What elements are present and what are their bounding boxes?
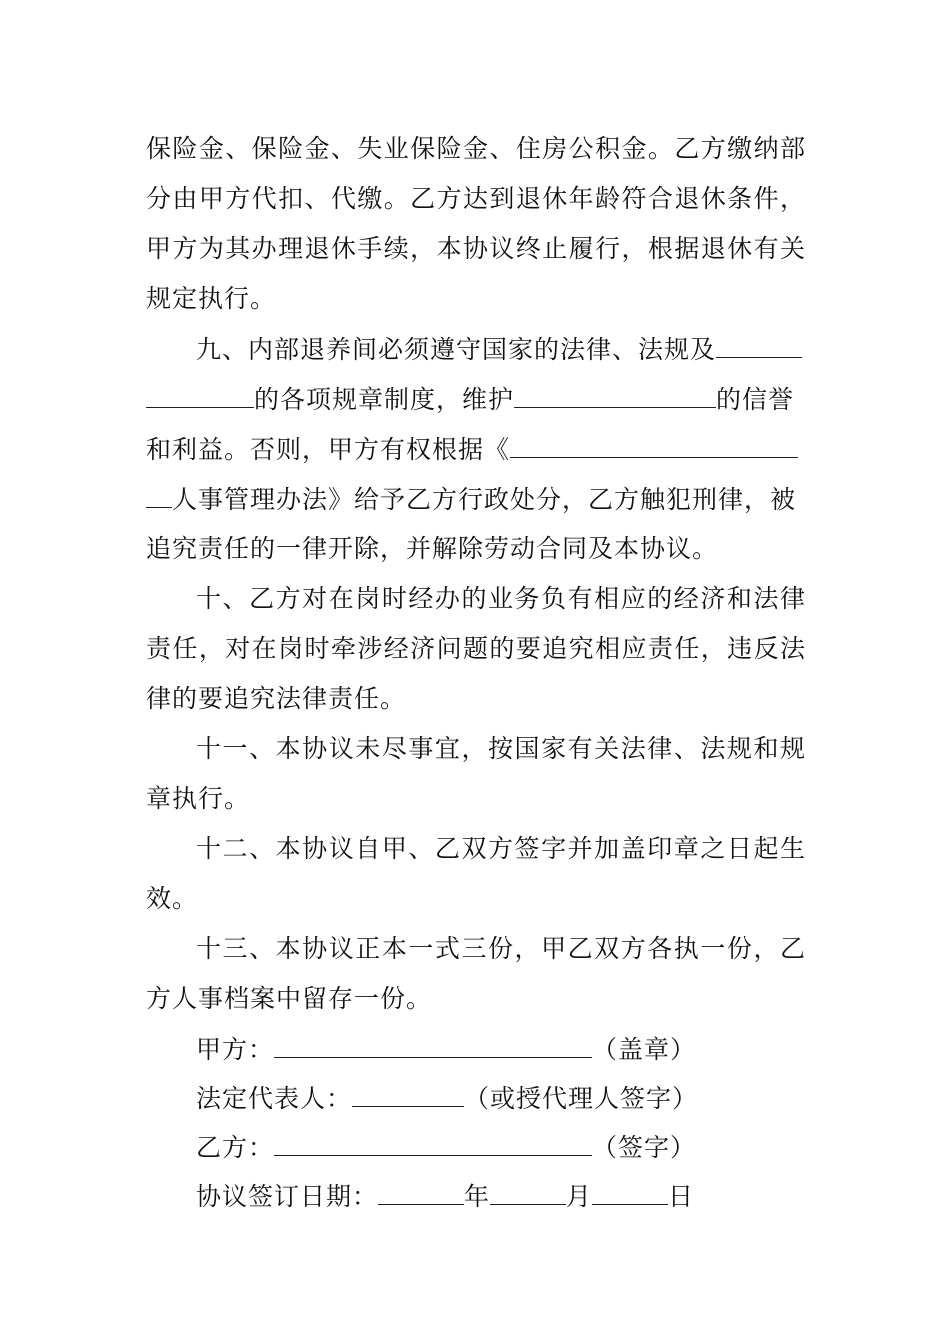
- line-text: 和利益。否则，甲方有权根据《: [146, 435, 511, 464]
- party-b-blank: [274, 1131, 592, 1156]
- party-b-signature-line: [196, 1131, 806, 1164]
- fill-blank: [146, 383, 254, 408]
- paragraph-line: 十二、本协议自甲、乙双方签字并加盖印章之日起生: [196, 834, 806, 863]
- party-a-label: 甲方：: [196, 1035, 275, 1064]
- day-blank: [592, 1180, 668, 1205]
- line-text: 的信誉: [716, 385, 795, 414]
- paragraph-line: [146, 483, 806, 516]
- fill-blank: [514, 383, 716, 408]
- paragraph-line: 保险金、保险金、失业保险金、住房公积金。乙方缴纳部: [146, 134, 806, 163]
- signing-date-line: [196, 1180, 806, 1213]
- paragraph-line: 责任，对在岗时牵涉经济问题的要追究相应责任，违反法: [146, 634, 806, 663]
- legal-rep-blank: [352, 1082, 464, 1107]
- paragraph-line: 分由甲方代扣、代缴。乙方达到退休年龄符合退休条件，: [146, 184, 806, 213]
- paragraph-line: 十三、本协议正本一式三份，甲乙双方各执一份，乙: [196, 934, 806, 963]
- paragraph-line: 方人事档案中留存一份。: [146, 984, 433, 1013]
- paragraph-line: 追究责任的一律开除，并解除劳动合同及本协议。: [146, 534, 719, 563]
- year-label: 年: [464, 1182, 491, 1211]
- paragraph-line: 规定执行。: [146, 284, 277, 313]
- paragraph-line: 效。: [146, 884, 199, 913]
- line-text: 的各项规章制度，维护: [254, 385, 515, 414]
- fill-blank: [716, 333, 802, 358]
- paragraph-line: 十一、本协议未尽事宜，按国家有关法律、法规和规: [196, 734, 806, 763]
- fill-blank: [146, 483, 172, 508]
- day-label: 日: [668, 1182, 695, 1211]
- signing-date-label: 协议签订日期：: [196, 1182, 379, 1211]
- paragraph-line: 律的要追究法律责任。: [146, 684, 407, 713]
- paragraph-line: 章执行。: [146, 784, 251, 813]
- paragraph-line: 甲方为其办理退休手续，本协议终止履行，根据退休有关: [146, 234, 806, 263]
- fill-blank: [510, 433, 798, 458]
- legal-rep-label: 法定代表人：: [196, 1084, 353, 1113]
- legal-rep-signature-line: [196, 1082, 806, 1115]
- paragraph-line: [146, 433, 806, 466]
- year-blank: [378, 1180, 464, 1205]
- paragraph-line: [146, 383, 806, 416]
- paragraph-line: [196, 333, 806, 366]
- clause-nine-text: 九、内部退养间必须遵守国家的法律、法规及: [196, 335, 717, 364]
- party-a-note: （盖章）: [592, 1035, 697, 1064]
- month-label: 月: [566, 1182, 593, 1211]
- party-b-note: （签字）: [592, 1133, 697, 1162]
- party-a-signature-line: [196, 1033, 806, 1066]
- line-text: 人事管理办法》给予乙方行政处分，乙方触犯刑律，被: [172, 485, 797, 514]
- party-b-label: 乙方：: [196, 1133, 275, 1162]
- party-a-blank: [274, 1033, 592, 1058]
- legal-rep-note: （或授代理人签字）: [464, 1084, 699, 1113]
- month-blank: [490, 1180, 566, 1205]
- paragraph-line: 十、乙方对在岗时经办的业务负有相应的经济和法律: [196, 584, 806, 613]
